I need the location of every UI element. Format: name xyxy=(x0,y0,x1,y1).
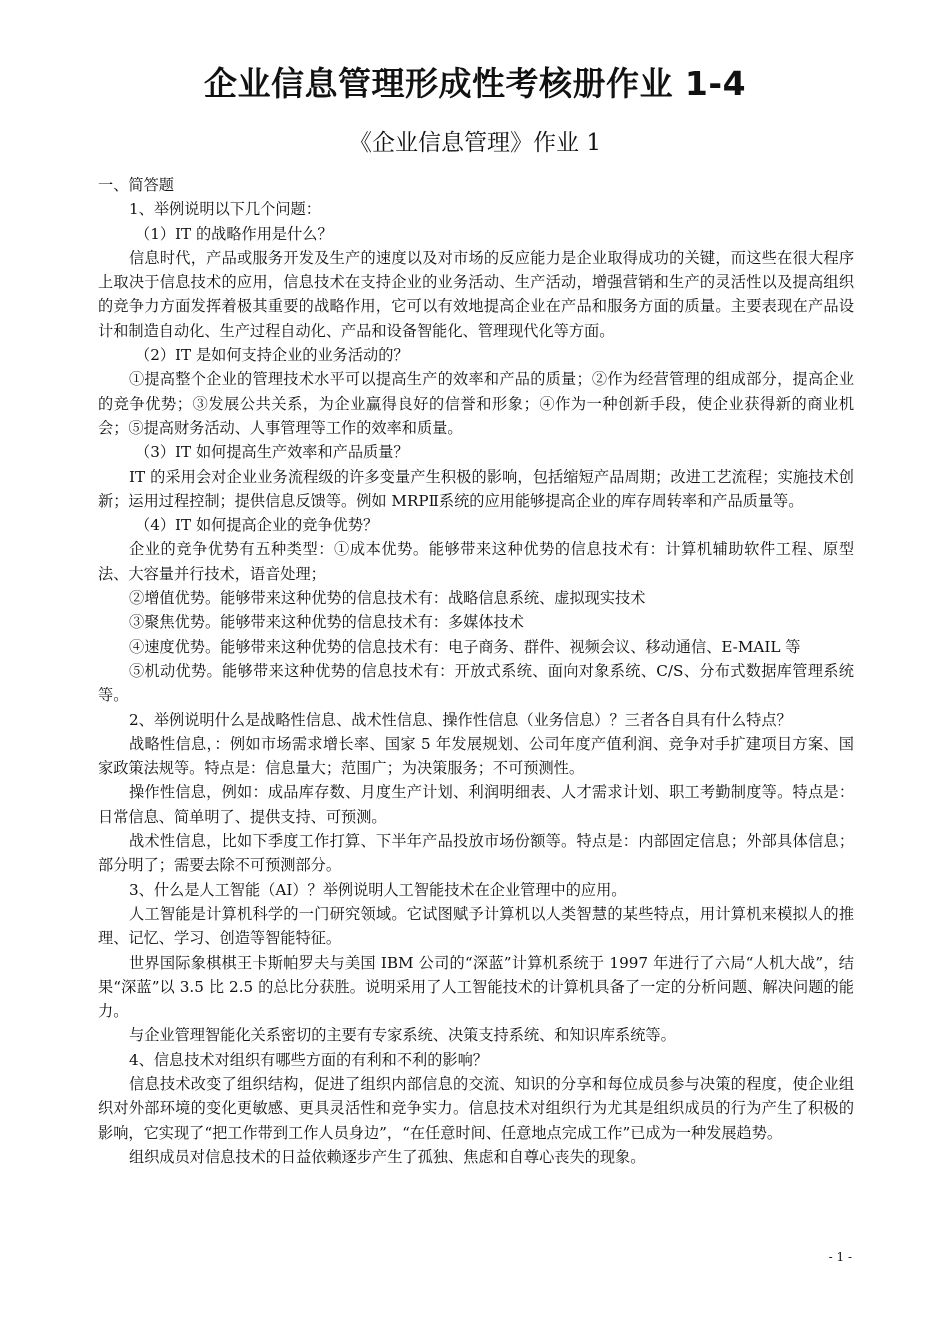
question-text: 3、什么是人工智能（AI）？举例说明人工智能技术在企业管理中的应用。 xyxy=(129,880,627,899)
answer-paragraph: 世界国际象棋棋王卡斯帕罗夫与美国 IBM 公司的“深蓝”计算机系统于 1997 年进行了六局“人机大战”，结果“深蓝”以 3.5 比 2.5 的总比分获胜。说明采用了人工智能技术的计算机具备了一定的分析问题、解决问题的能力。 xyxy=(98,953,854,1021)
answer-paragraph: ④速度优势。能够带来这种优势的信息技术有：电子商务、群件、视频会议、移动通信、E-MAIL 等 xyxy=(129,637,801,656)
document-subtitle: 《企业信息管理》作业 1 xyxy=(349,130,601,156)
document-title: 企业信息管理形成性考核册作业 1-4 xyxy=(203,64,747,103)
question-text: （3）IT 如何提高生产效率和产品质量？ xyxy=(135,443,409,462)
answer-paragraph: ③聚焦优势。能够带来这种优势的信息技术有：多媒体技术 xyxy=(129,613,524,632)
answer-paragraph: ⑤机动优势。能够带来这种优势的信息技术有：开放式系统、面向对象系统、C/S、分布式数据库管理系统等。 xyxy=(98,661,854,705)
answer-paragraph: ①提高整个企业的管理技术水平可以提高生产的效率和产品的质量；②作为经营管理的组成部分，提高企业的竞争优势；③发展公共关系，为企业赢得良好的信誉和形象；④作为一种创新手段，使企业获得新的商业机会；⑤提高财务活动、人事管理等工作的效率和质量。 xyxy=(98,370,854,437)
answer-paragraph: 企业的竞争优势有五种类型：①成本优势。能够带来这种优势的信息技术有：计算机辅助软件工程、原型法、大容量并行技术，语音处理； xyxy=(98,540,854,583)
answer-paragraph: 组织成员对信息技术的日益依赖逐步产生了孤独、焦虑和自尊心丧失的现象。 xyxy=(129,1147,646,1166)
question-text: 2、举例说明什么是战略性信息、战术性信息、操作性信息（业务信息）？三者各自具有什么特点？ xyxy=(129,710,792,729)
question-text: （4）IT 如何提高企业的竞争优势？ xyxy=(135,516,379,535)
answer-paragraph: 信息时代，产品或服务开发及生产的速度以及对市场的反应能力是企业取得成功的关键，而这些在很大程序上取决于信息技术的应用，信息技术在支持企业的业务活动、生产活动，增强营销和生产的灵活性以及提高组织的竞争力方面发挥着极其重要的战略作用，它可以有效地提高企业在产品和服务方面的质量。主要表现在产品设计和制造自动化、生产过程自动化、产品和设备智能化、管理现代化等方面。 xyxy=(98,248,854,340)
question-text: （1）IT 的战略作用是什么？ xyxy=(135,224,333,243)
page-number: - 1 - xyxy=(828,1250,852,1264)
answer-paragraph: ②增值优势。能够带来这种优势的信息技术有：战略信息系统、虚拟现实技术 xyxy=(129,589,646,608)
answer-paragraph: 与企业管理智能化关系密切的主要有专家系统、决策支持系统、和知识库系统等。 xyxy=(129,1026,676,1045)
answer-paragraph: 战术性信息，比如下季度工作打算、下半年产品投放市场份额等。特点是：内部固定信息；外部具体信息；部分明了；需要去除不可预测部分。 xyxy=(98,832,854,875)
answer-paragraph: 人工智能是计算机科学的一门研究领域。它试图赋予计算机以人类智慧的某些特点，用计算机来模拟人的推理、记忆、学习、创造等智能特征。 xyxy=(98,904,854,948)
question-text: 1、举例说明以下几个问题： xyxy=(129,200,321,219)
question-text: （2）IT 是如何支持企业的业务活动的？ xyxy=(135,346,409,365)
answer-paragraph: 信息技术改变了组织结构，促进了组织内部信息的交流、知识的分享和每位成员参与决策的程度，使企业组织对外部环境的变化更敏感、更具灵活性和竞争实力。信息技术对组织行为尤其是组织成员的行为产生了积极的影响，它实现了“把工作带到工作人员身边”，“在任意时间、任意地点完成工作”已成为一种发展趋势。 xyxy=(98,1074,854,1142)
document-body xyxy=(98,173,854,1169)
question-text: 4、信息技术对组织有哪些方面的有利和不利的影响？ xyxy=(129,1050,488,1069)
answer-paragraph: 战略性信息，：例如市场需求增长率、国家 5 年发展规划、公司年度产值利润、竞争对手扩建项目方案、国家政策法规等。特点是：信息量大；范围广；为决策服务；不可预测性。 xyxy=(98,734,854,778)
answer-paragraph: 操作性信息，例如：成品库存数、月度生产计划、利润明细表、人才需求计划、职工考勤制度等。特点是：日常信息、简单明了、提供支持、可预测。 xyxy=(98,783,854,826)
section-heading: 一、简答题 xyxy=(98,176,174,194)
answer-paragraph: IT 的采用会对企业业务流程级的许多变量产生积极的影响，包括缩短产品周期；改进工艺流程；实施技术创新；运用过程控制；提供信息反馈等。例如 MRPⅡ系统的应用能够提高企业的库存周转率和产品质量等。 xyxy=(98,467,854,510)
